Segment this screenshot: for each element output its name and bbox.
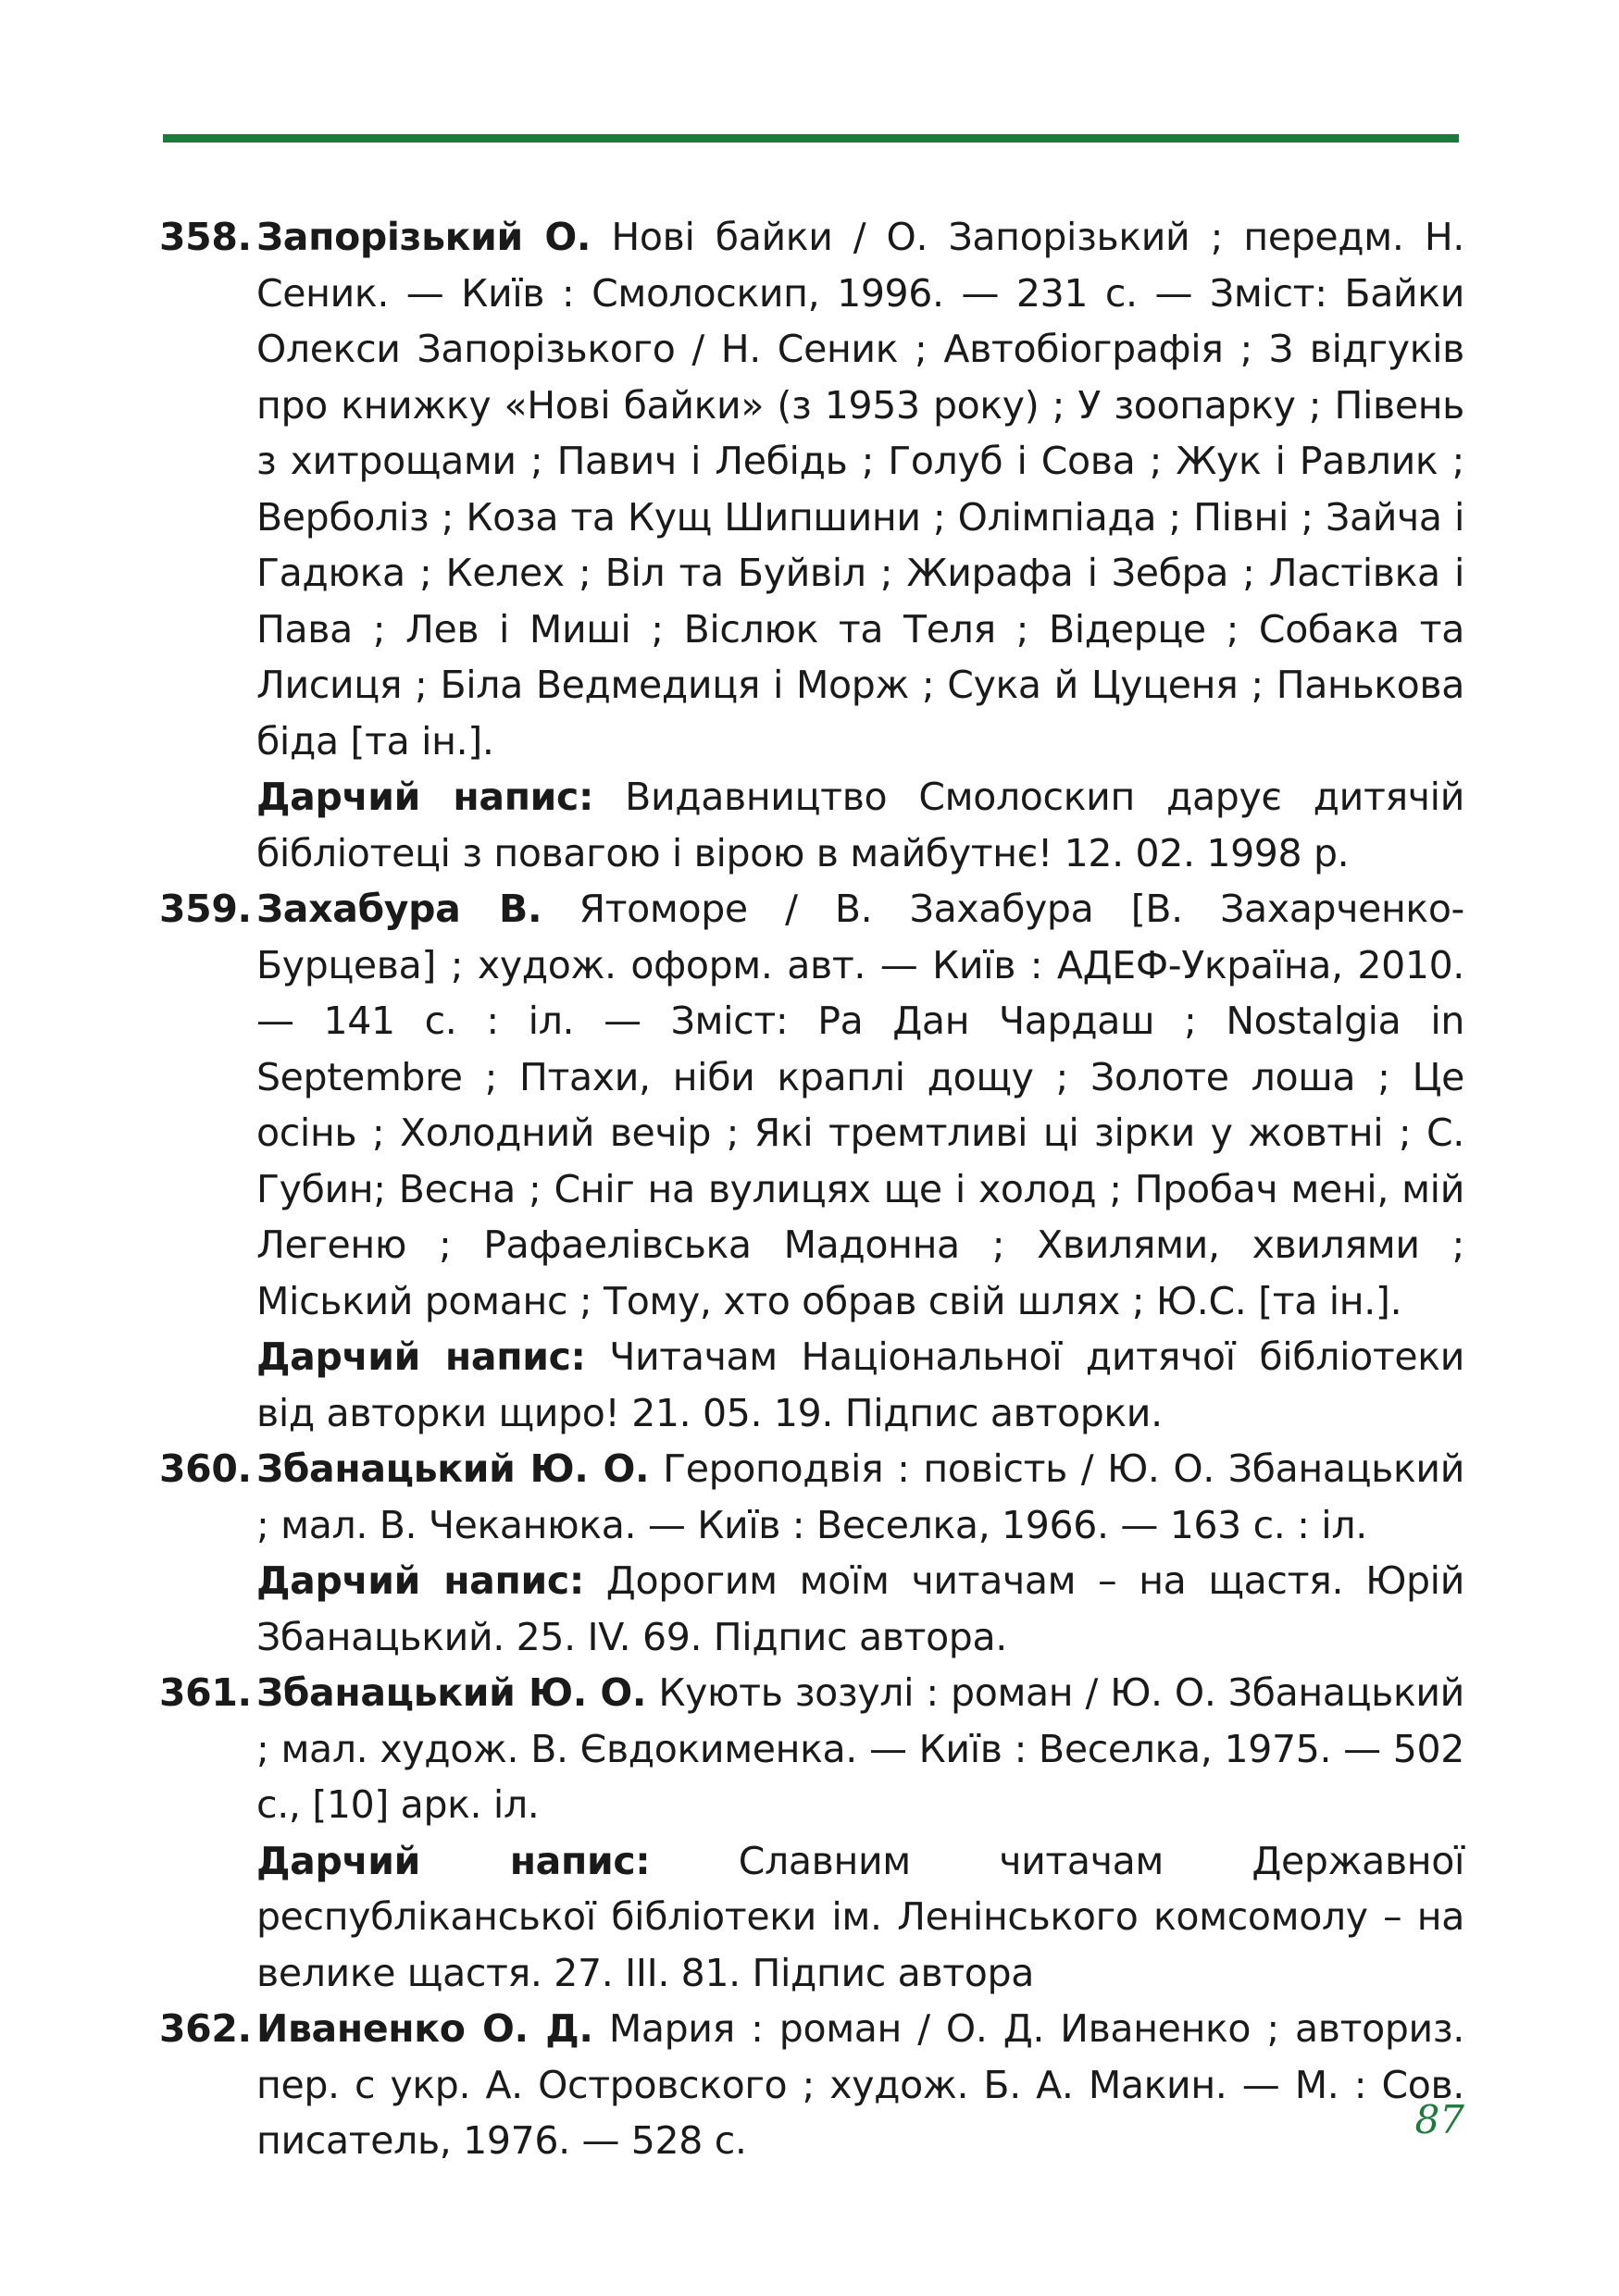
entry-number: 359.: [159, 887, 252, 931]
entry-description: [256, 1665, 1464, 1833]
entry-body: Героподвія : повість / Ю. О. Збанацький ; мал. В. Чеканюка. — Київ : Веселка, 1966. — 163 с. : іл.: [256, 1446, 1464, 1547]
bibliography-list: [159, 209, 1464, 2169]
entry-author: Запорізький О.: [256, 215, 592, 259]
entry-body: Нові байки / О. Запорізький ; передм. Н. Сеник. — Київ : Смолоскип, 1996. — 231 с. — Зміст: Байки Олекси Запорізького / Н. Сеник ; Автобіографія ; З відгуків про книжку «Нові байки» (з 1953 року) ; У зоопарку ; Півень з хитрощами ; Павич і Лебідь ; Голуб і Сова ; Жук і Равлик ; Верболіз ; Коза та Кущ Шипшини ; Олімпіада ; Півні ; Зайча і Гадюка ; Келех ; Віл та Буйвіл ; Жирафа і Зебра ; Ластівка і Пава ; Лев і Миші ; Віслюк та Теля ; Відерце ; Собака та Лисиця ; Біла Ведмедиця і Морж ; Сука й Цуценя ; Панькова біда [та ін.].: [256, 215, 1464, 763]
dedication-label: Дарчий напис:: [256, 1838, 651, 1883]
entry-number: 360.: [159, 1446, 252, 1491]
entry-description: [256, 881, 1464, 1329]
entry-dedication: [256, 1329, 1464, 1441]
entry-dedication: [256, 769, 1464, 881]
dedication-label: Дарчий напис:: [256, 1558, 584, 1603]
dedication-text: Дорогим моїм читачам – на щастя. Юрій Збанацький. 25. IV. 69. Підпис автора.: [256, 1558, 1464, 1659]
bibliography-entry: [159, 1441, 1464, 1665]
top-rule: [163, 134, 1459, 143]
bibliography-entry: [159, 881, 1464, 1441]
bibliography-entry: [159, 209, 1464, 881]
entry-number: 362.: [159, 2006, 252, 2051]
dedication-text: Видавництво Смолоскип дарує дитячій бібліотеці з повагою і вірою в майбутнє! 12. 02. 1998 р.: [256, 775, 1465, 875]
entry-description: [256, 209, 1464, 769]
entry-author: Захабура В.: [256, 887, 542, 931]
page-number: 87: [1414, 2097, 1464, 2142]
entry-body: Кують зозулі : роман / Ю. О. Збанацький ; мал. худож. В. Євдокименка. — Київ : Веселка, 1975. — 502 с., [10] арк. іл.: [256, 1670, 1464, 1827]
entry-description: [256, 2001, 1464, 2169]
dedication-text: Читачам Національної дитячої бібліотеки від авторки щиро! 21. 05. 19. Підпис авторки.: [256, 1334, 1464, 1435]
bibliography-entry: [159, 2001, 1464, 2169]
dedication-label: Дарчий напис:: [256, 775, 594, 819]
entry-author: Иваненко О. Д.: [256, 2006, 593, 2051]
entry-description: [256, 1441, 1464, 1553]
bibliography-entry: [159, 1665, 1464, 2001]
dedication-text: Славним читачам Державної республіканської бібліотеки ім. Ленінського комсомолу – на велике щастя. 27. III. 81. Підпис автора: [256, 1838, 1464, 1995]
entry-author: Збанацький Ю. О.: [256, 1670, 647, 1715]
entry-author: Збанацький Ю. О.: [256, 1446, 650, 1491]
entry-body: Ятоморе / В. Захабура [В. Захарченко-Бурцева] ; худож. оформ. авт. — Київ : АДЕФ-Україна, 2010. — 141 с. : іл. — Зміст: Ра Дан Чардаш ; Nostalgia in Septembre ; Птахи, ніби краплі дощу ; Золоте лоша ; Це осінь ; Холодний вечір ; Які тремтливі ці зірки у жовтні ; С. Губин; Весна ; Сніг на вулицях ще і холод ; Пробач мені, мій Легеню ; Рафаелівська Мадонна ; Хвилями, хвилями ; Міський романс ; Тому, хто обрав свій шлях ; Ю.С. [та ін.].: [256, 887, 1464, 1323]
entry-body: Мария : роман / О. Д. Иваненко ; авториз. пер. с укр. А. Островского ; худож. Б. А. Макин. — М. : Сов. писатель, 1976. — 528 с.: [256, 2006, 1464, 2163]
entry-dedication: [256, 1833, 1464, 2002]
dedication-label: Дарчий напис:: [256, 1334, 586, 1379]
entry-number: 358.: [159, 215, 252, 259]
entry-number: 361.: [159, 1670, 252, 1715]
entry-dedication: [256, 1553, 1464, 1665]
